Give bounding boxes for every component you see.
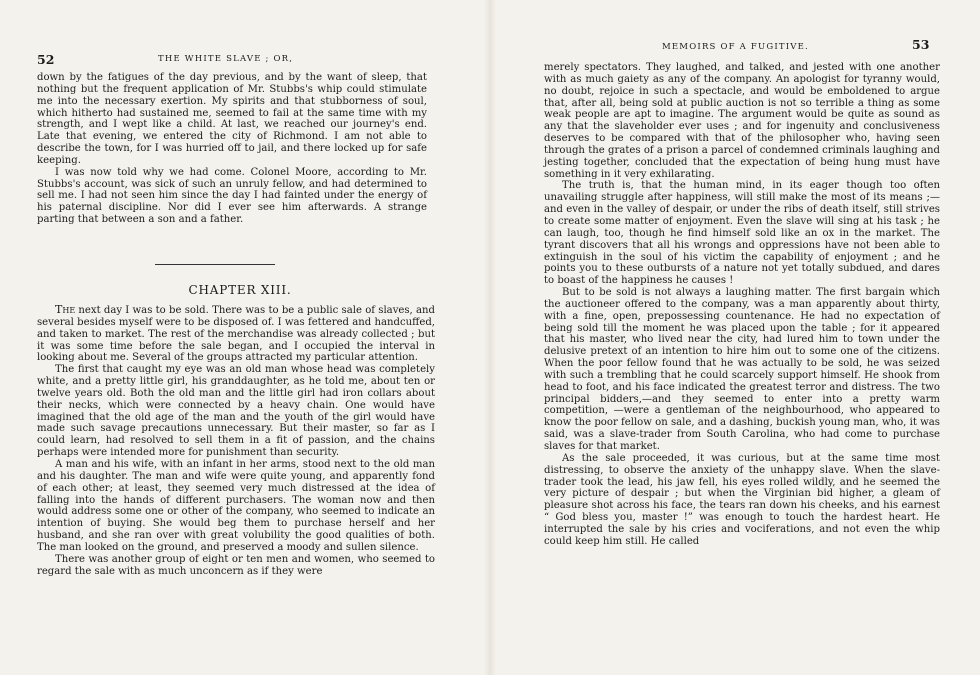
left-page: [0, 0, 486, 675]
paragraph: But to be sold is not always a laughing matter. The first bargain which the auctioneer offered to the company, was a man apparently about thirty, with a fine, open, prepossessing countenance. He had no expectation of being sold till the moment he was placed upon the table ; for it appeared that his master, who lived near the city, had lured him to town under the delusive pretext of an intention to hire him out to some one of the citizens. When the poor fellow found that he was actually to be sold, he was seized with such a trembling that he could scarcely support himself. He shook from head to foot, and his face indicated the greatest terror and distress. The two principal bidders,—and they seemed to enter into a pretty warm competition, —were a gentleman of the neighbourhood, who appeared to know the poor fellow on sale, and a dashing, buckish young man, who, it was said, was a slave-trader from South Carolina, who had come to purchase slaves for that market.: [544, 287, 940, 452]
paragraph: down by the fatigues of the day previous, and by the want of sleep, that nothing but the frequent application of Mr. Stubbs's whip could stimulate me into the necessary exertion. My spirits and that stubborness of soul, which hitherto had sustained me, seemed to fail at the same time with my strength, and I wept like a child. At last, we reached our journey's end. Late that evening, we entered the city of Richmond. I am not able to describe the town, for I was hurried off to jail, and there locked up for safe keeping.: [37, 72, 427, 166]
paragraph: There was another group of eight or ten men and women, who seemed to regard the sale with as much unconcern as if they were: [37, 553, 435, 577]
page-number: 53: [912, 37, 930, 52]
chapter-first-word: The: [55, 303, 76, 316]
paragraph: A man and his wife, with an infant in her arms, stood next to the old man and his daughter. The man and wife were quite young, and apparently fond of each other; at least, they seemed very much distressed at the idea of falling into the hands of different purchasers. The woman now and then would address some one or other of the company, who seemed to indicate an intention of buying. She would beg them to purchase herself and her husband, and she ran over with great volubility the good qualities of both. The man looked on the ground, and preserved a moody and sullen silence.: [37, 458, 435, 553]
chapter-title: CHAPTER XIII.: [188, 283, 292, 297]
running-head: THE WHITE SLAVE ; OR,: [158, 54, 294, 64]
paragraph: merely spectators. They laughed, and talked, and jested with one another with as much gaiety as any of the company. An apologist for tyranny would, no doubt, rejoice in such a spectacle, and would be emboldened to argue that, after all, being sold at public auction is not so terrible a thing as some weak people are apt to imagine. The argument would be quite as sound as any that the slaveholder ever uses ; and for ingenuity and conclusiveness deserves to be compared with that of the philosopher who, having seen through the grates of a prison a parcel of condemned criminals laughing and jesting together, concluded that the expectation of being hung must have something in it very exhilarating.: [544, 62, 940, 180]
section-divider: [155, 264, 275, 265]
right-page: [494, 0, 980, 675]
running-head: MEMOIRS OF A FUGITIVE.: [662, 42, 809, 52]
paragraph: I was now told why we had come. Colonel Moore, according to Mr. Stubbs's account, was sick of such an unruly fellow, and had determined to sell me. I had not seen him since the day I had fainted under the energy of his paternal discipline. Nor did I ever see him afterwards. A strange parting that between a son and a father.: [37, 166, 427, 226]
paragraph-text: next day I was to be sold. There was to be a public sale of slaves, and several besides myself were to be disposed of. I was fettered and handcuffed, and taken to market. The rest of the merchandise was already collected ; but it was some time before the sale began, and I occupied the interval in looking about me. Several of the groups attracted my particular attention.: [37, 305, 435, 364]
page-number: 52: [37, 52, 55, 67]
paragraph: The first that caught my eye was an old man whose head was completely white, and a pretty little girl, his granddaughter, as he told me, about ten or twelve years old. Both the old man and the little girl had iron collars about their necks, which were connected by a heavy chain. One would have imagined that the old age of the man and the youth of the girl would have made such savage precautions unnecessary. But their master, so far as I could learn, had resolved to sell them in a fit of passion, and the chains perhaps were intended more for punishment than security.: [37, 364, 435, 459]
text-block-chapter: [37, 304, 435, 577]
paragraph: The truth is, that the human mind, in its eager though too often unavailing struggle after happiness, will still make the most of its means ;—and even in the valley of despair, or under the ribs of death itself, still strives to create some matter of enjoyment. Even the slave will sing at his task ; he can laugh, too, though he find himself sold like an ox in the market. The tyrant discovers that all his wrongs and oppressions have not been able to extinguish in the soul of his victim the capability of enjoyment ; and he points you to these outbursts of a nature not yet totally subdued, and dares to boast of the happiness he causes !: [544, 180, 940, 287]
paragraph: [37, 304, 435, 364]
paragraph: As the sale proceeded, it was curious, but at the same time most distressing, to observe the anxiety of the unhappy slave. When the slave-trader took the lead, his jaw fell, his eyes rolled wildly, and he seemed the very picture of despair ; but when the Virginian bid higher, a gleam of pleasure shot across his face, the tears ran down his cheeks, and his earnest “ God bless you, master !” was enough to touch the hardest heart. He interrupted the sale by his cries and vociferations, and not even the whip could keep him still. He called: [544, 452, 940, 547]
text-block-top: [37, 72, 427, 226]
text-block: [544, 62, 940, 548]
